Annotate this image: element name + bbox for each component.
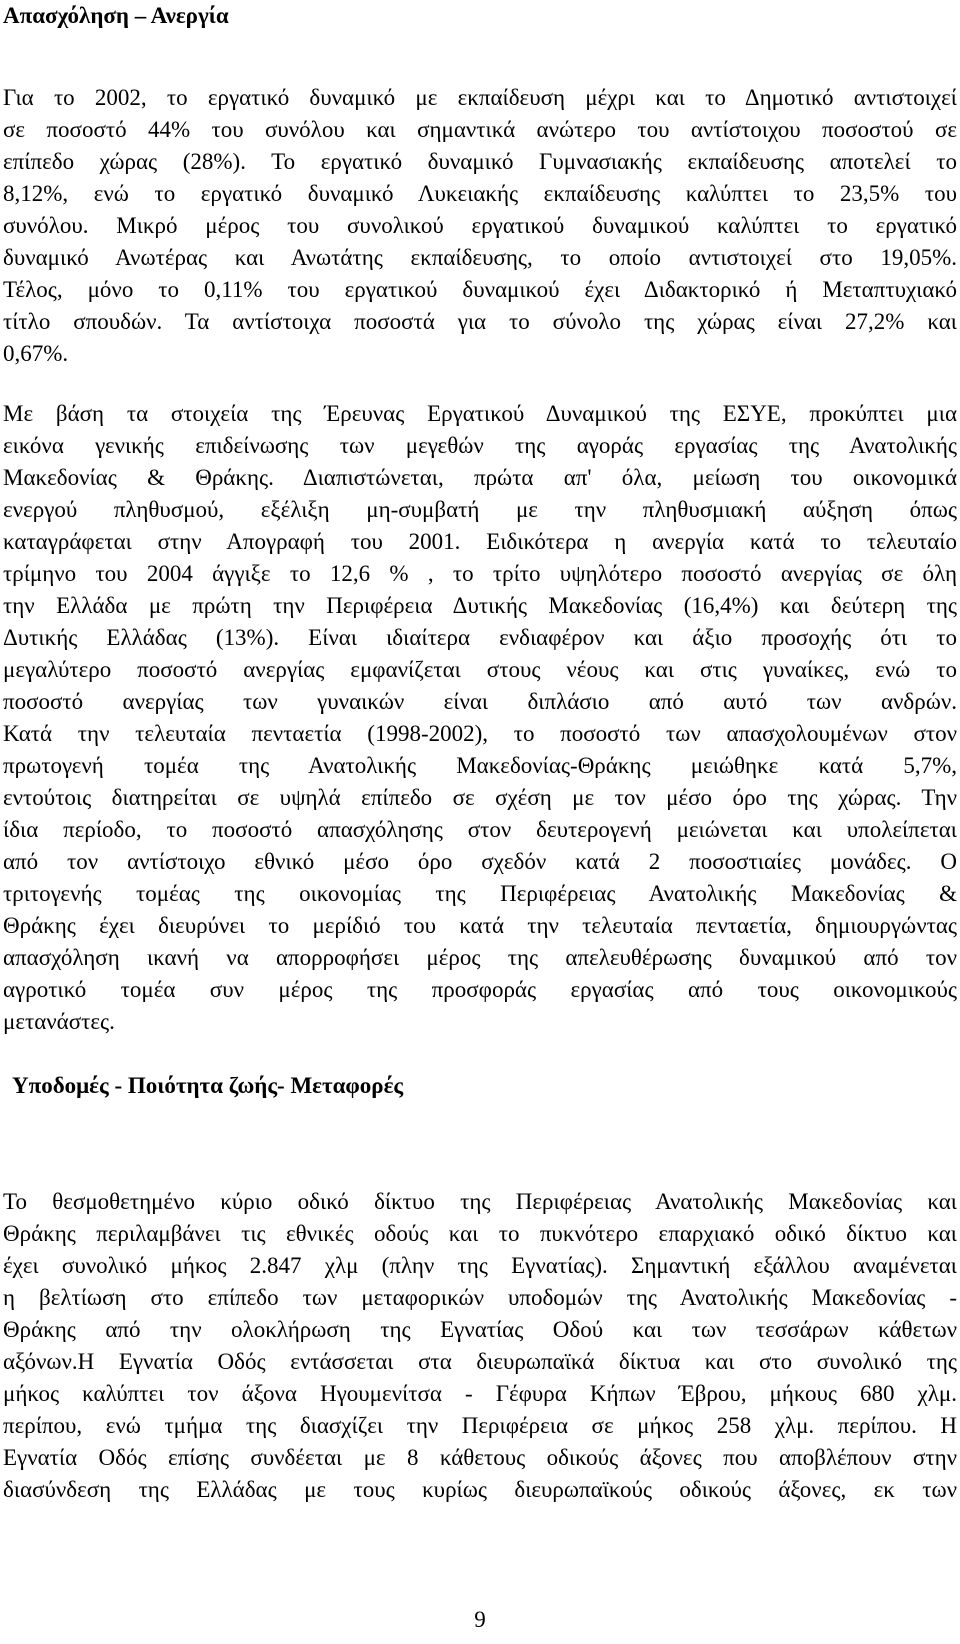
paragraph-labour-market [3, 398, 957, 1038]
text-line: Θράκης από την ολοκλήρωση της Εγνατίας Οδού και των τεσσάρων κάθετων [3, 1317, 957, 1342]
text-line: Εγνατία Οδός επίσης συνδέεται με 8 κάθετους οδικούς άξονες που αποβλέπουν στην [3, 1445, 957, 1470]
text-line: διασύνδεση της Ελλάδας με τους κυρίως διευρωπαϊκούς οδικούς άξονες, εκ των [3, 1477, 957, 1502]
text-line: Τέλος, μόνο το 0,11% του εργατικού δυναμικού έχει Διδακτορικό ή Μεταπτυχιακό [3, 277, 957, 302]
text-line: αγροτικό τομέα συν μέρος της προσφοράς εργασίας από τους οικονομικούς [3, 977, 957, 1002]
text-line: 0,67%. [3, 341, 69, 366]
text-line: Το θεσμοθετημένο κύριο οδικό δίκτυο της Περιφέρειας Ανατολικής Μακεδονίας και [3, 1189, 957, 1214]
text-line: έχει συνολικό μήκος 2.847 χλμ (πλην της Εγνατίας). Σημαντική εξάλλου αναμένεται [3, 1253, 957, 1278]
text-line: περίπου, ενώ τμήμα της διασχίζει την Περιφέρεια σε μήκος 258 χλμ. περίπου. Η [3, 1413, 957, 1438]
text-line: ίδια περίοδο, το ποσοστό απασχόλησης στον δευτερογενή μειώνεται και υπολείπεται [3, 817, 957, 842]
text-line: μεγαλύτερο ποσοστό ανεργίας εμφανίζεται στους νέους και στις γυναίκες, ενώ το [3, 657, 957, 682]
text-line: σε ποσοστό 44% του συνόλου και σημαντικά ανώτερο του αντίστοιχου ποσοστού σε [3, 117, 957, 142]
text-line: η βελτίωση στο επίπεδο των μεταφορικών υποδομών της Ανατολικής Μακεδονίας - [3, 1285, 957, 1310]
text-line: τίτλο σπουδών. Τα αντίστοιχα ποσοστά για το σύνολο της χώρας είναι 27,2% και [3, 309, 957, 334]
text-line: απασχόληση ικανή να απορροφήσει μέρος της απελευθέρωσης δυναμικού από τον [3, 945, 957, 970]
text-line: εικόνα γενικής επιδείνωσης των μεγεθών της αγοράς εργασίας της Ανατολικής [3, 433, 957, 458]
text-line: ενεργού πληθυσμού, εξέλιξη μη-συμβατή με την πληθυσμιακή αύξηση όπως [3, 497, 957, 522]
section-heading-infrastructure-transport: Υποδομές - Ποιότητα ζωής- Μεταφορές [12, 1073, 404, 1098]
text-line: τριτογενής τομέας της οικονομίας της Περιφέρειας Ανατολικής Μακεδονίας & [3, 881, 957, 906]
text-line: μήκος καλύπτει τον άξονα Ηγουμενίτσα - Γέφυρα Κήπων Έβρου, μήκους 680 χλμ. [3, 1381, 957, 1406]
text-line: Με βάση τα στοιχεία της Έρευνας Εργατικού Δυναμικού της ΕΣΥΕ, προκύπτει μια [3, 401, 957, 426]
text-line: τρίμηνο του 2004 άγγιξε το 12,6 % , το τρίτο υψηλότερο ποσοστό ανεργίας σε όλη [3, 561, 957, 586]
section-heading-employment-unemployment: Απασχόληση – Ανεργία [3, 3, 229, 28]
text-line: μετανάστες. [3, 1009, 115, 1034]
text-line: την Ελλάδα με πρώτη την Περιφέρεια Δυτικής Μακεδονίας (16,4%) και δεύτερη της [3, 593, 957, 618]
text-line: Μακεδονίας & Θράκης. Διαπιστώνεται, πρώτα απ' όλα, μείωση του οικονομικά [3, 465, 957, 490]
text-line: επίπεδο χώρας (28%). Το εργατικό δυναμικό Γυμνασιακής εκπαίδευσης αποτελεί το [3, 149, 957, 174]
text-line: πρωτογενή τομέα της Ανατολικής Μακεδονίας-Θράκης μειώθηκε κατά 5,7%, [3, 753, 957, 778]
text-line: Κατά την τελευταία πενταετία (1998-2002), το ποσοστό των απασχολουμένων στον [3, 721, 957, 746]
text-line: Θράκης έχει διευρύνει το μερίδιό του κατά την τελευταία πενταετία, δημιουργώντας [3, 913, 957, 938]
page-number: 9 [474, 1607, 486, 1632]
text-line: Για το 2002, το εργατικό δυναμικό με εκπαίδευση μέχρι και το Δημοτικό αντιστοιχεί [3, 85, 957, 110]
text-line: εντούτοις διατηρείται σε υψηλά επίπεδο σε σχέση με τον μέσο όρο της χώρας. Την [3, 785, 957, 810]
text-line: ποσοστό ανεργίας των γυναικών είναι διπλάσιο από αυτό των ανδρών. [3, 689, 957, 714]
text-line: Θράκης περιλαμβάνει τις εθνικές οδούς και το πυκνότερο επαρχιακό οδικό δίκτυο και [3, 1221, 957, 1246]
text-line: συνόλου. Μικρό μέρος του συνολικού εργατικού δυναμικού καλύπτει το εργατικό [3, 213, 957, 238]
paragraph-road-network [3, 1186, 957, 1506]
text-line: 8,12%, ενώ το εργατικό δυναμικό Λυκειακής εκπαίδευσης καλύπτει το 23,5% του [3, 181, 957, 206]
text-line: από τον αντίστοιχο εθνικό μέσο όρο σχεδόν κατά 2 ποσοστιαίες μονάδες. Ο [3, 849, 957, 874]
text-line: καταγράφεται στην Απογραφή του 2001. Ειδικότερα η ανεργία κατά το τελευταίο [3, 529, 957, 554]
text-line: αξόνων.Η Εγνατία Οδός εντάσσεται στα διευρωπαϊκά δίκτυα και στο συνολικό της [3, 1349, 957, 1374]
paragraph-education-workforce [3, 82, 957, 370]
text-line: δυναμικό Ανωτέρας και Ανωτάτης εκπαίδευσης, το οποίο αντιστοιχεί στο 19,05%. [3, 245, 957, 270]
text-line: Δυτικής Ελλάδας (13%). Είναι ιδιαίτερα ενδιαφέρον και άξιο προσοχής ότι το [3, 625, 957, 650]
